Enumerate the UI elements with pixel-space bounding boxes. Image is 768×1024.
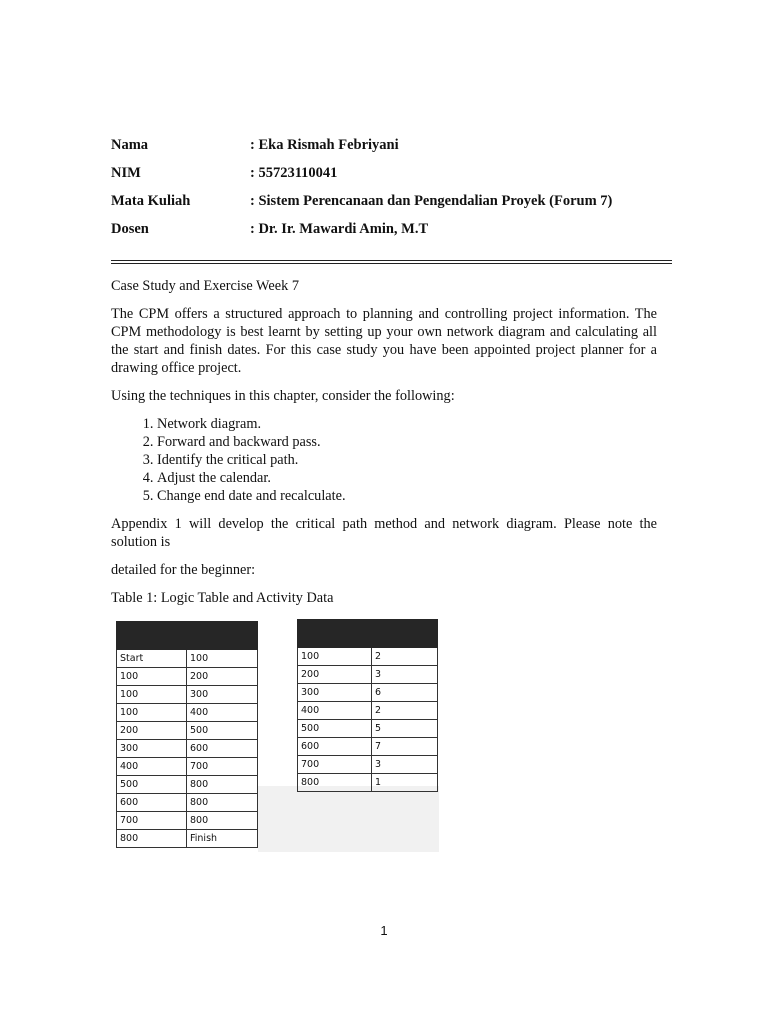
table-cell: 100 <box>298 648 372 666</box>
table-cell: 300 <box>117 740 187 758</box>
table-cell: 700 <box>117 812 187 830</box>
table-row <box>117 722 258 740</box>
table-row <box>298 702 438 720</box>
table-cell: 100 <box>117 686 187 704</box>
table-image-background <box>258 786 439 852</box>
table-cell: Start <box>117 650 187 668</box>
beginner-paragraph: detailed for the beginner: <box>111 562 256 578</box>
info-row-nim <box>111 165 671 193</box>
page-number: 1 <box>380 923 388 938</box>
table-row <box>117 776 258 794</box>
table-row <box>117 668 258 686</box>
intro-paragraph: The CPM offers a structured approach to planning and controlling project information. The CPM methodology is best learnt by setting up your own network diagram and calculating all the start and finish dates. For this case study you have been appointed project planner for a drawing office project. <box>111 306 657 376</box>
table-cell: 500 <box>298 720 372 738</box>
table-cell: 100 <box>117 704 187 722</box>
table-cell: 100 <box>117 668 187 686</box>
table-cell: 800 <box>187 812 258 830</box>
info-row-name <box>111 137 671 165</box>
info-label: Dosen <box>111 221 149 237</box>
table-cell: 400 <box>117 758 187 776</box>
info-value: : Sistem Perencanaan dan Pengendalian Proyek (Forum 7) <box>250 193 613 209</box>
table-cell: 600 <box>298 738 372 756</box>
appendix-paragraph: Appendix 1 will develop the critical path method and network diagram. Please note the solution is <box>111 516 657 550</box>
table-row <box>117 758 258 776</box>
table-row <box>298 720 438 738</box>
activity-duration-table <box>297 619 438 792</box>
list-item: 5. Change end date and recalculate. <box>157 487 657 505</box>
table-cell: 7 <box>372 738 438 756</box>
table-cell: 3 <box>372 756 438 774</box>
document-body <box>111 277 657 617</box>
list-item: 3. Identify the critical path. <box>157 451 657 469</box>
student-info-header <box>111 137 671 249</box>
info-value: : Dr. Ir. Mawardi Amin, M.T <box>250 221 429 237</box>
table-cell: 2 <box>372 702 438 720</box>
info-row-lecturer <box>111 221 671 249</box>
table-row <box>117 650 258 668</box>
info-label: Nama <box>111 137 149 153</box>
list-item: 4. Adjust the calendar. <box>157 469 657 487</box>
table-cell: 2 <box>372 648 438 666</box>
table-cell: 600 <box>117 794 187 812</box>
table-cell: 300 <box>187 686 258 704</box>
table-cell: Finish <box>187 830 258 848</box>
table-caption: Table 1: Logic Table and Activity Data <box>111 590 334 606</box>
table-row <box>117 830 258 848</box>
table-cell: 800 <box>187 776 258 794</box>
info-value: : Eka Rismah Febriyani <box>250 137 399 153</box>
table-cell: 200 <box>187 668 258 686</box>
table-cell: 800 <box>187 794 258 812</box>
table-cell: 3 <box>372 666 438 684</box>
table-cell: 1 <box>372 774 438 792</box>
table-cell: 500 <box>117 776 187 794</box>
list-item: 1. Network diagram. <box>157 415 657 433</box>
table-cell: 100 <box>187 650 258 668</box>
header-divider <box>111 260 672 264</box>
info-label: NIM <box>111 165 141 181</box>
table-row <box>298 738 438 756</box>
table-cell: 6 <box>372 684 438 702</box>
table-row <box>298 666 438 684</box>
table-cell: 400 <box>298 702 372 720</box>
table-row <box>298 774 438 792</box>
table-cell: 5 <box>372 720 438 738</box>
table-row <box>117 704 258 722</box>
table-row <box>117 794 258 812</box>
table-row <box>117 686 258 704</box>
table-cell: 500 <box>187 722 258 740</box>
table-row <box>298 756 438 774</box>
table-cell: 400 <box>187 704 258 722</box>
table-header-row <box>117 622 258 650</box>
table-cell: 800 <box>117 830 187 848</box>
list-item: 2. Forward and backward pass. <box>157 433 657 451</box>
info-value: : 55723110041 <box>250 165 338 181</box>
steps-list <box>111 415 657 505</box>
techniques-paragraph: Using the techniques in this chapter, consider the following: <box>111 388 455 404</box>
table-cell: 300 <box>298 684 372 702</box>
table-row <box>117 812 258 830</box>
table-cell: 800 <box>298 774 372 792</box>
table-row <box>298 648 438 666</box>
table-row <box>117 740 258 758</box>
table-cell: 200 <box>117 722 187 740</box>
case-study-heading: Case Study and Exercise Week 7 <box>111 278 299 294</box>
info-row-course <box>111 193 671 221</box>
table-header-row <box>298 620 438 648</box>
logic-table <box>116 621 258 848</box>
table-cell: 700 <box>187 758 258 776</box>
table-cell: 200 <box>298 666 372 684</box>
table-cell: 700 <box>298 756 372 774</box>
table-row <box>298 684 438 702</box>
info-label: Mata Kuliah <box>111 193 191 209</box>
table-cell: 600 <box>187 740 258 758</box>
